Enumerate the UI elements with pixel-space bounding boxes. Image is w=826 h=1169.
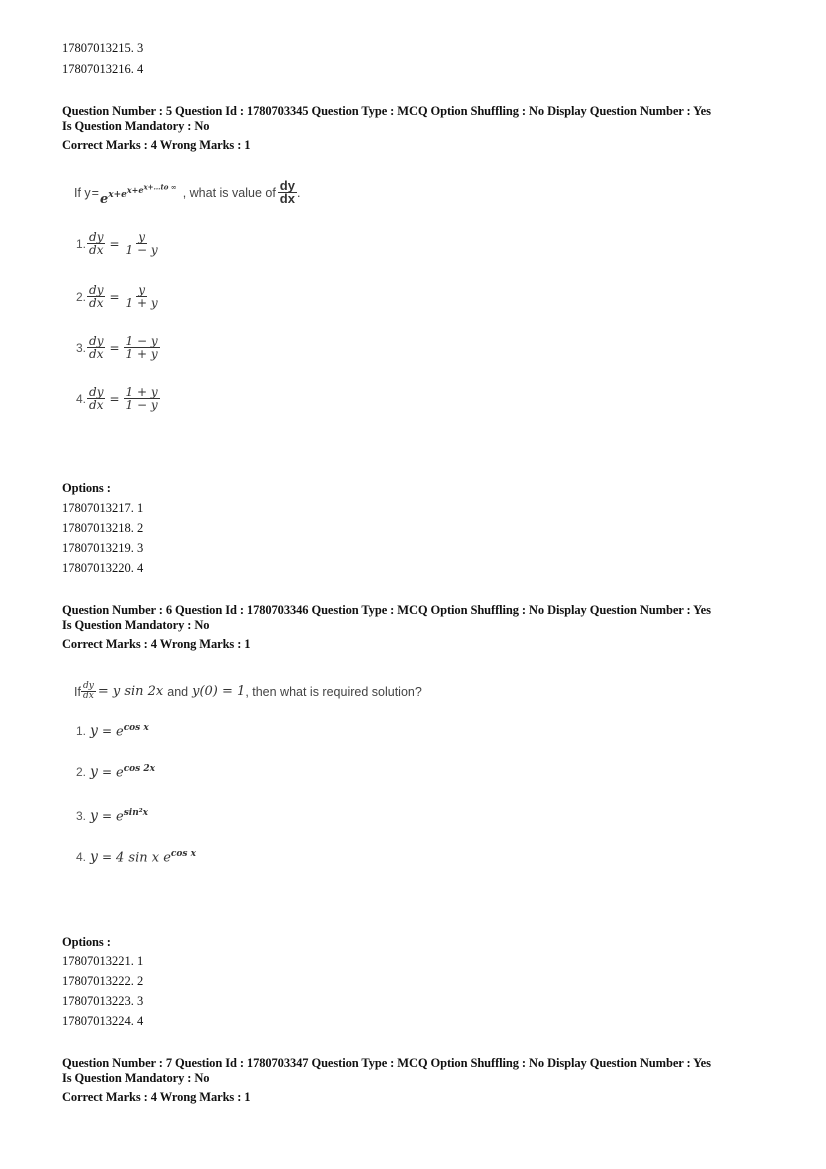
choice-item: 4. $\frac{dy}{dx}$ = $\frac{1 + y}{1 - y}$ (76, 385, 158, 412)
option-id-line: 17807013215. 3 (62, 41, 144, 55)
options-label: Options : (62, 481, 111, 495)
question-header: Question Number : 6 Question Id : 1780703346 Question Type : MCQ Option Shuffling : No Display Question Number : Yes (62, 603, 711, 617)
choice-item: 3. $\frac{dy}{dx}$ = $\frac{1 - y}{1 + y}$ (76, 334, 158, 361)
marks-line: Correct Marks : 4 Wrong Marks : 1 (62, 637, 251, 651)
choice-item: 3. y = $e^{sin^2x}$ (76, 808, 149, 825)
option-id-line: 17807013224. 4 (62, 1014, 144, 1028)
question-header: Question Number : 7 Question Id : 1780703347 Question Type : MCQ Option Shuffling : No Display Question Number : Yes (62, 1056, 711, 1070)
stem-power-tower: $e^{x+e^{x+e^{x+\dots to \infty}}}$ (99, 182, 177, 207)
option-id-line: 17807013218. 2 (62, 521, 144, 535)
stem-middle: , what is value of (182, 185, 276, 200)
mandatory-line: Is Question Mandatory : No (62, 618, 210, 632)
stem-equals: = (91, 185, 99, 200)
option-id-line: 17807013223. 3 (62, 994, 144, 1008)
stem-suffix: . (296, 185, 301, 200)
question-stem (74, 180, 300, 205)
stem-equation: = y sin 2x (97, 684, 164, 699)
stem-prefix: If (74, 684, 81, 699)
stem-condition: y(0) = 1 (192, 684, 246, 699)
question-stem (74, 682, 422, 701)
choice-item: 1. y = $e^{cos x}$ (76, 723, 149, 740)
option-id-line: 17807013220. 4 (62, 561, 144, 575)
option-id-line: 17807013222. 2 (62, 974, 144, 988)
options-label: Options : (62, 935, 111, 949)
option-id-line: 17807013216. 4 (62, 62, 144, 76)
stem-and: and (167, 684, 189, 699)
mandatory-line: Is Question Mandatory : No (62, 119, 210, 133)
choice-item: 4. y = 4 sin x $e^{cos x}$ (76, 849, 196, 866)
mandatory-line: Is Question Mandatory : No (62, 1071, 210, 1085)
choice-item: 1. $\frac{dy}{dx}$ = $\frac{y}{1 - y}$ (76, 230, 158, 257)
marks-line: Correct Marks : 4 Wrong Marks : 1 (62, 138, 251, 152)
marks-line: Correct Marks : 4 Wrong Marks : 1 (62, 1090, 251, 1104)
stem-prefix: If y (74, 185, 91, 200)
stem-derivative: $\frac{dy}{dx}$ (82, 681, 94, 701)
option-id-line: 17807013217. 1 (62, 501, 144, 515)
question-header: Question Number : 5 Question Id : 1780703345 Question Type : MCQ Option Shuffling : No Display Question Number : Yes (62, 104, 711, 118)
choice-item: 2. $\frac{dy}{dx}$ = $\frac{y}{1 + y}$ (76, 283, 158, 310)
option-id-line: 17807013221. 1 (62, 954, 144, 968)
stem-suffix: , then what is required solution? (245, 684, 422, 699)
stem-derivative: $\frac{dy}{dx}$ (279, 178, 295, 206)
option-id-line: 17807013219. 3 (62, 541, 144, 555)
choice-item: 2. y = $e^{cos 2x}$ (76, 764, 156, 781)
